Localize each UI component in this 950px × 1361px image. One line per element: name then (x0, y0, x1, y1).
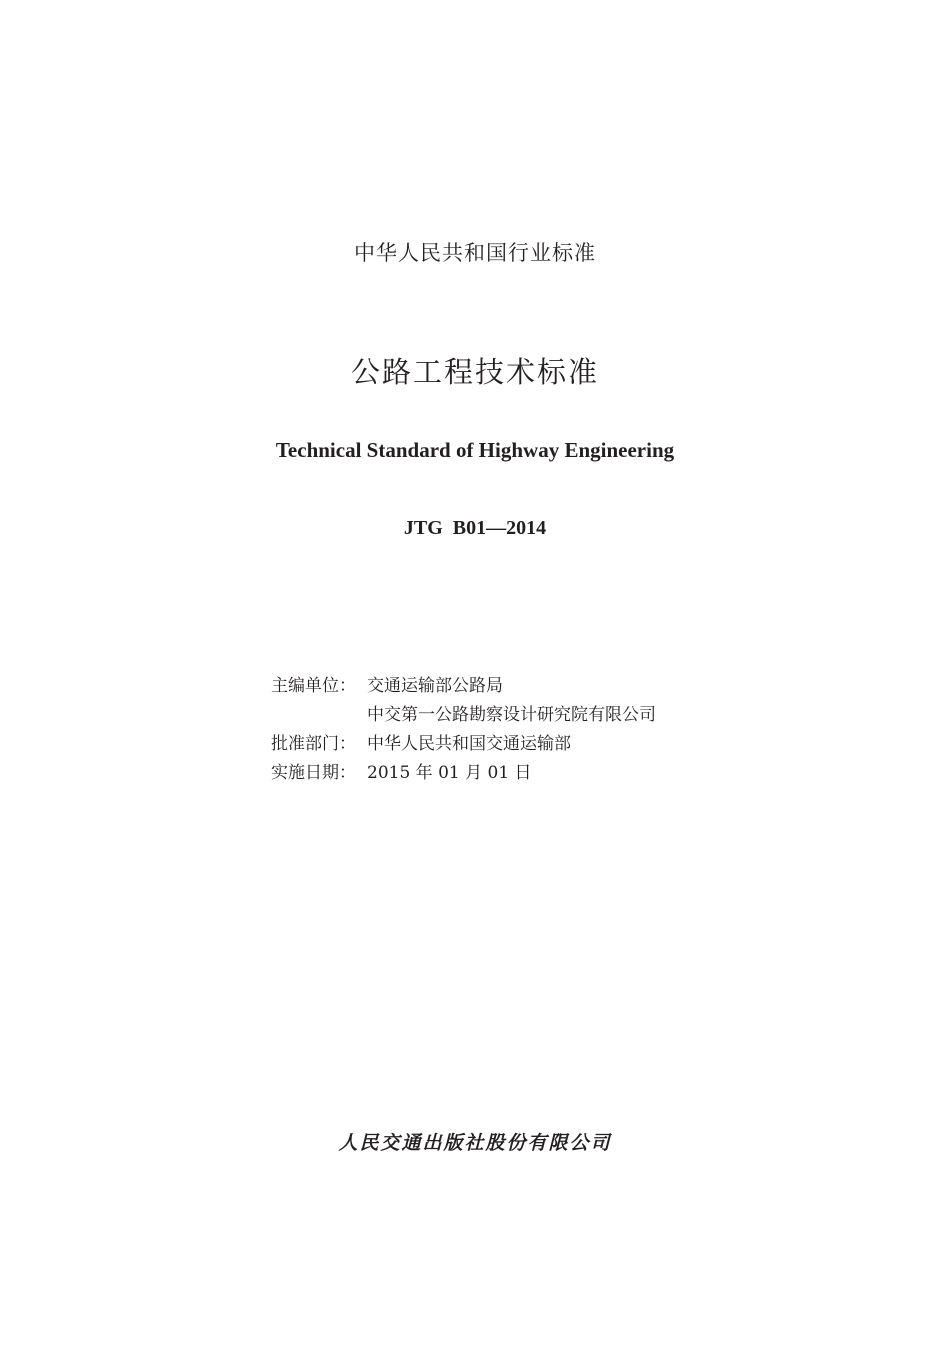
approver-row (271, 730, 656, 759)
editor-2: 中交第一公路勘察设计研究院有限公司 (367, 705, 656, 725)
publisher-name: 人民交通出版社股份有限公司 (338, 1132, 612, 1154)
editor-row (271, 672, 656, 730)
date-value: 2015 年 01 月 01 日 (367, 763, 532, 783)
approver-label: 批准部门： (271, 734, 356, 754)
standard-series: 中华人民共和国行业标准 (354, 241, 596, 265)
date-row (271, 759, 656, 788)
document-title-chinese: 公路工程技术标准 (350, 355, 599, 389)
editor-label: 主编单位： (271, 676, 356, 696)
approver-value: 中华人民共和国交通运输部 (367, 734, 571, 754)
document-title-english: Technical Standard of Highway Engineering (275, 438, 675, 462)
date-label: 实施日期： (271, 763, 356, 783)
standard-code: JTG B01—2014 (403, 517, 547, 539)
publication-info (271, 672, 656, 788)
editor-1: 交通运输部公路局 (367, 676, 503, 696)
editor-values (367, 672, 656, 730)
